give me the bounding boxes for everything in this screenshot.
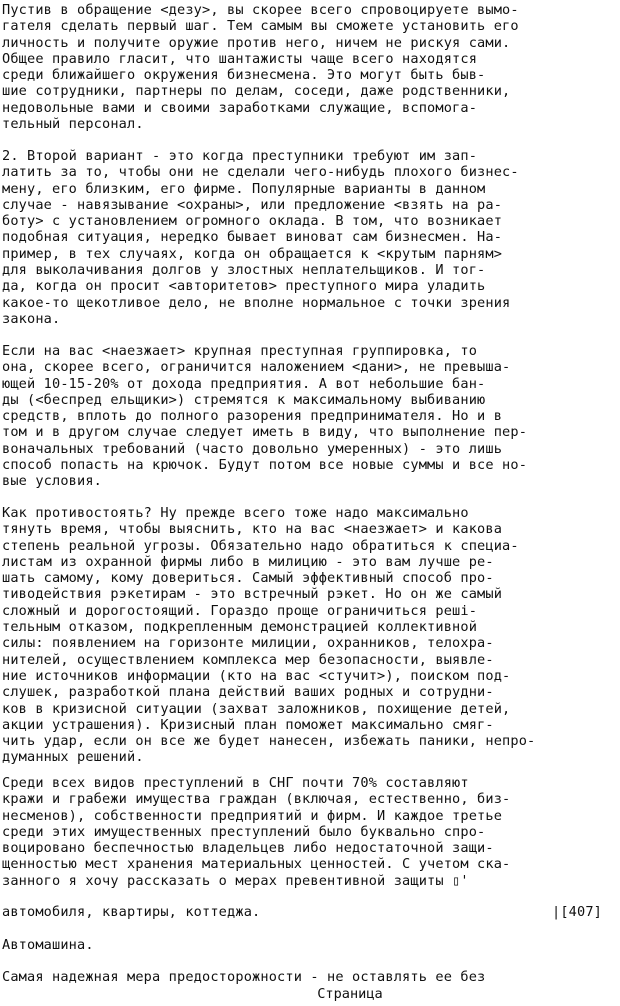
text-line: подобная ситуация, нередко бывает виноват сам бизнесмен. На- [2,229,503,246]
text-line: Общее правило гласит, что шантажисты чаще всего находятся [2,50,478,67]
text-line: воначальных требований (часто довольно умеренных) - это лишь [2,440,503,457]
text-line: 2. Второй вариант - это когда преступники требуют им зап- [2,148,478,164]
section-heading: Автомашина. [2,937,94,953]
text-line: думанных решений. [2,749,144,766]
text-line: занного я хочу рассказать о мерах превентивной защиты ▯' [2,872,469,889]
text-line: щенностью мест хранения материальных ценностей. С учетом ска- [2,856,511,873]
text-line: Как противостоять? Ну прежде всего тоже надо максимально [2,505,469,521]
text-line: средств, вплоть до полного разорения предпринимателя. Но и в [2,408,503,425]
paragraph-2 [2,148,519,327]
text-line: несменов), собственности предприятий и фирм. И каждое третье [2,807,503,824]
text-line: ющей 10-15-20% от дохода предприятия. А вот небольшие бан- [2,375,486,392]
text-line: способ попасть на крючок. Будут потом все новые суммы и все но- [2,457,528,474]
text-line: чить удар, если он все же будет нанесен, избежать паники, непро- [2,733,536,750]
text-line: тиводействия рэкетирам - это встречный рэкет. Но он же самый [2,586,503,603]
text-line: Самая надежная мера предосторожности - не оставлять ее без [2,969,486,985]
text-line: Если на вас <наезжает> крупная преступная группировка, то [2,343,478,359]
text-line: ние источников информации (кто на вас <стучит>), поиском под- [2,667,511,684]
text-line: том и в другом случае следует иметь в виду, что выполнение пер- [2,424,528,441]
text-line: воцировано беспечностью владельцев либо недостаточной защи- [2,840,494,857]
paragraph-1 [2,2,519,132]
text-line: личность и получите оружие против него, ничем не рискуя сами. [2,34,511,51]
text-line: она, скорее всего, ограничится наложением <дани>, не превыша- [2,359,511,376]
paragraph-3 [2,343,527,490]
page-caption: Страница [317,986,383,1002]
text-line: мену, его близким, его фирме. Популярные варианты в данном [2,180,486,197]
text-line: тянуть время, чтобы выяснить, кто на вас <наезжает> и какова [2,521,503,538]
page-reference: |[407] [551,904,602,920]
text-line: нителей, осуществлением комплекса мер безопасности, выявле- [2,651,494,668]
text-line: слушек, разработкой плана действий ваших родных и сотрудни- [2,684,494,701]
text-line: гателя сделать первый шаг. Тем самым вы сможете установить его [2,18,519,35]
text-line: тельным отказом, подкрепленным демонстрацией коллективной [2,619,478,636]
text-line: степень реальной угрозы. Обязательно надо обратиться к специа- [2,537,519,554]
section-heading-block [2,937,94,953]
text-line: листам из охранной фирмы либо в милицию - это вам лучше ре- [2,553,494,570]
text-line: шие сотрудники, партнеры по делам, соседи, даже родственники, [2,83,511,100]
text-line: Среди всех видов преступлений в СНГ почти 70% составляют [2,775,469,791]
continuation-text: автомобиля, квартиры, коттеджа. [2,904,261,920]
text-line: пример, в тех случаях, когда он обращается к <крутым парням> [2,245,503,262]
text-line: да, когда он просит <авторитетов> преступного мира уладить [2,278,486,295]
text-line: среди ближайшего окружения бизнесмена. Это могут быть быв- [2,67,486,84]
text-line: боту> с установлением огромного оклада. В том, что возникает [2,213,503,230]
text-line: тельный персонал. [2,116,144,133]
text-line: ков в кризисной ситуации (захват заложников, похищение детей, [2,700,511,717]
text-line: закона. [2,310,61,327]
text-line: для выколачивания долгов у злостных неплательщиков. И тог- [2,262,486,279]
text-line: шать самому, кому довериться. Самый эффективный способ про- [2,570,494,587]
continuation-row [2,904,602,921]
text-line: случае - навязывание <охраны>, или предложение <взять на ра- [2,196,503,213]
text-line: недовольные вами и своими заработками служащие, вспомога- [2,99,478,116]
paragraph-5 [2,775,510,889]
text-line: Пустив в обращение <дезу>, вы скорее всего спровоцируете вымо- [2,2,519,18]
text-line: латить за то, чтобы они не сделали чего-нибудь плохого бизнес- [2,164,519,181]
text-line: ды (<беспред ельщики>) стремятся к максимальному выбиванию [2,391,486,408]
text-line: сложный и дорогостоящий. Гораздо проще ограничиться решi- [2,602,478,619]
text-line: какое-то щекотливое дело, не вполне нормальное с точки зрения [2,294,511,311]
text-line: среди этих имущественных преступлений было буквально спро- [2,823,486,840]
paragraph-4 [2,505,535,766]
text-line: силы: появлением на горизонте милиции, охранников, телохра- [2,635,494,652]
text-line: вые условия. [2,473,103,490]
text-line: акции устрашения). Кризисный план поможет максимально смяг- [2,716,494,733]
paragraph-last [2,969,485,985]
text-line: кражи и грабежи имущества граждан (включая, естественно, биз- [2,791,511,808]
